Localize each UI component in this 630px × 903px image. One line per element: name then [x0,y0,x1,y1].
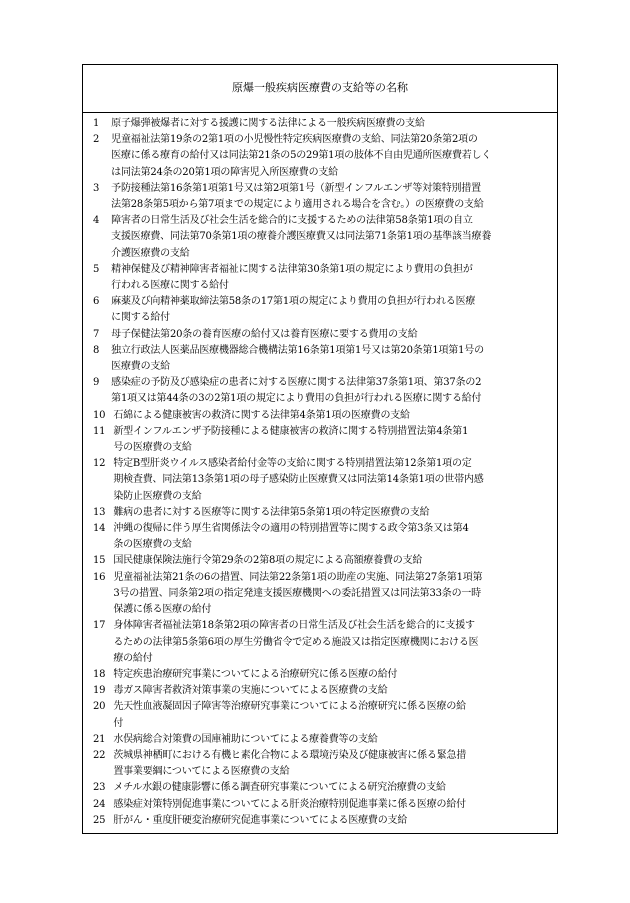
item-number: 21 [93,733,106,745]
item-text-line: 麻薬及び向精神薬取締法第58条の17第1項の規定により費用の負担が行われる医療 [111,296,476,308]
item-text-line: 難病の患者に対する医療等に関する法律第5条第1項の特定医療費の支給 [113,506,430,518]
item-text-line: 精神保健及び精神障害者福祉に関する法律第30条第1項の規定により費用の負担が [111,263,473,275]
item-text-line: 法第28条第5項から第7項までの規定により適用される場合を含む。）の医療費の支給 [111,199,484,211]
item-text [113,667,551,683]
item-text-line: 新型インフルエンザ予防接種による健康被害の救済に関する特別措置法第4条第1 [113,425,469,437]
item-number: 24 [93,798,106,810]
list-item [93,375,551,407]
item-number: 25 [93,814,106,826]
item-text [113,521,551,553]
item-text-line: 支援医療費、同法第70条第1項の療養介護医療費又は同法第71条第1項の基準該当療養 [111,231,492,243]
item-text-line: 置事業要綱についてによる医療費の支給 [113,766,290,778]
item-text-line: 肝がん・重度肝硬変治療研究促進事業についてによる医療費の支給 [113,814,408,826]
benefits-table [82,64,558,834]
item-text [113,813,551,829]
item-text [113,408,551,424]
list-item [93,343,551,375]
list-item [93,748,551,780]
item-text [113,780,551,796]
item-text [113,618,551,667]
item-number: 23 [93,782,106,794]
item-text [113,456,551,505]
item-text [113,699,551,731]
item-number: 6 [93,296,100,308]
item-number: 10 [93,409,106,421]
item-text-line: 児童福祉法第19条の2第1項の小児慢性特定疾病医療費の支給、同法第20条第2項の [111,134,478,146]
list-item [93,408,551,424]
item-number: 16 [93,571,106,583]
item-text-line: 障害者の日常生活及び社会生活を総合的に支援するための法律第58条第1項の自立 [111,215,473,227]
item-text-line: メチル水銀の健康影響に係る調査研究事業についてによる研究治療費の支給 [113,782,446,794]
item-number: 18 [93,668,106,680]
list-item [93,521,551,553]
item-text-line: 医療費の支給 [111,361,170,373]
item-text-line: 特定B型肝炎ウイルス感染者給付金等の支給に関する特別措置法第12条第1項の定 [113,458,472,470]
item-text-line: 茨城県神栖町における有機ヒ素化合物による環境汚染及び健康被害に係る緊急措 [113,749,467,761]
list-item [93,570,551,619]
item-text-line: 行われる医療に関する給付 [111,280,229,292]
item-text [111,213,551,262]
item-text-line: 号の医療費の支給 [113,442,192,454]
list-item [93,683,551,699]
list-item [93,618,551,667]
list-item [93,813,551,829]
list-item [93,732,551,748]
item-number: 22 [93,749,106,761]
item-text-line: 感染症対策特別促進事業についてによる肝炎治療特別促進事業に係る医療の給付 [113,798,466,810]
list-item [93,667,551,683]
item-text-line: 原子爆弾被爆者に対する援護に関する法律による一般疾病医療費の支給 [111,118,425,129]
list-item [93,797,551,813]
item-text-line: は同法第24条の20第1項の障害児入所医療費の支給 [111,166,338,178]
item-text [111,116,551,132]
item-text [113,505,551,521]
list-item [93,553,551,569]
item-number: 4 [93,215,100,227]
item-number: 1 [93,118,100,129]
item-text-line: に関する給付 [111,312,170,324]
item-text [113,424,551,456]
item-number: 2 [93,134,100,146]
list-item [93,327,551,343]
item-text-line: 水俣病総合対策費の国庫補助についてによる療養費等の支給 [113,733,378,745]
item-number: 15 [93,555,106,567]
item-number: 20 [93,701,106,713]
item-text [111,181,551,213]
list-item [93,116,551,132]
item-text-line: 第1項又は第44条の3の2第1項の規定により費用の負担が行われる医療に関する給付 [111,393,482,405]
list-item [93,294,551,326]
item-number: 11 [93,425,106,437]
list-item [93,181,551,213]
item-text-line: 付 [113,717,124,729]
item-text-line: 毒ガス障害者救済対策事業の実施についてによる医療費の支給 [113,685,388,697]
item-text-line: 予防接種法第16条第1項第1号又は第2項第1号（新型インフルエンザ等対策特別措置 [111,182,481,194]
item-number: 3 [93,182,100,194]
benefits-list [83,113,557,833]
item-text-line: 療の給付 [113,652,153,664]
item-text [111,327,551,343]
item-text-line: るための法律第5条第6項の厚生労働省令で定める施設又は指定医療機関における医 [113,636,479,648]
item-text [113,732,551,748]
item-text-line: 石綿による健康被害の救済に関する法律第4条第1項の医療費の支給 [113,409,410,421]
item-number: 14 [93,523,106,535]
item-text-line: 母子保健法第20条の養育医療の給付又は養育医療に要する費用の支給 [111,328,418,340]
list-item [93,780,551,796]
item-number: 19 [93,685,106,697]
item-number: 9 [93,377,100,389]
item-text-line: 保護に係る医療の給付 [113,604,212,616]
item-number: 7 [93,328,100,340]
item-text [111,132,551,181]
item-number: 12 [93,458,106,470]
list-item [93,456,551,505]
item-text-line: 国民健康保険法施行令第29条の2第8項の規定による高額療養費の支給 [113,555,423,567]
item-text-line: 特定疾患治療研究事業についてによる治療研究に係る医療の給付 [113,668,398,680]
list-item [93,132,551,181]
item-text-line: 感染症の予防及び感染症の患者に対する医療に関する法律第37条第1項、第37条の2 [111,377,482,389]
list-item [93,505,551,521]
item-text [111,375,551,407]
item-text [113,748,551,780]
item-text-line: 独立行政法人医薬品医療機器総合機構法第16条第1項第1号又は第20条第1項第1号の [111,344,484,356]
item-text [111,294,551,326]
item-text [113,553,551,569]
item-text [111,262,551,294]
item-text-line: 期検査費、同法第13条第1項の母子感染防止医療費又は同法第14条第1項の世帯内感 [113,474,484,486]
list-item [93,699,551,731]
item-number: 5 [93,263,100,275]
table-title: 原爆一般疾病医療費の支給等の名称 [83,65,557,113]
item-text-line: 3号の措置、同条第2項の指定発達支援医療機関への委託措置又は同法第33条の一時 [113,587,481,599]
item-text [113,570,551,619]
item-text-line: 医療に係る療育の給付又は同法第21条の5の29第1項の肢体不自由児通所医療費若しく [111,150,492,162]
item-text-line: 染防止医療費の支給 [113,490,202,502]
item-text-line: 沖縄の復帰に伴う厚生省関係法令の適用の特別措置等に関する政令第3条又は第4 [113,523,469,535]
list-item [93,213,551,262]
item-text [111,343,551,375]
item-text-line: 身体障害者福祉法第18条第2項の障害者の日常生活及び社会生活を総合的に支援す [113,620,475,632]
item-text-line: 条の医療費の支給 [113,539,192,551]
item-text-line: 児童福祉法第21条の6の措置、同法第22条第1項の助産の実施、同法第27条第1項第 [113,571,483,583]
item-number: 8 [93,344,100,356]
item-text [113,683,551,699]
list-item [93,262,551,294]
item-text [113,797,551,813]
list-item [93,424,551,456]
item-text-line: 介護医療費の支給 [111,247,190,259]
item-number: 17 [93,620,106,632]
item-text-line: 先天性血液凝固因子障害等治療研究事業についてによる治療研究に係る医療の給 [113,701,466,713]
item-number: 13 [93,506,106,518]
